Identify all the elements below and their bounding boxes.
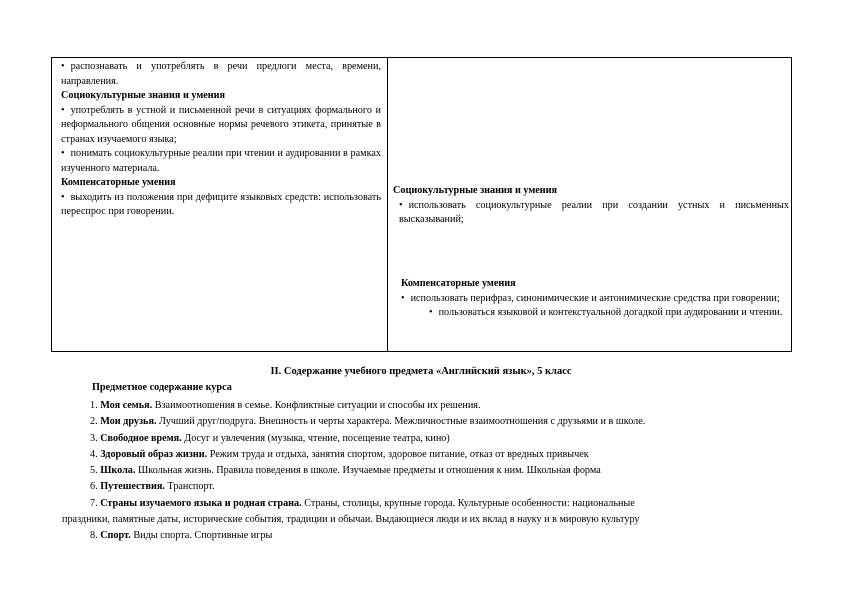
- right-sociocultural-block: [393, 184, 789, 228]
- topic-description: Транспорт.: [164, 481, 215, 493]
- topic-title: Школа.: [100, 465, 136, 477]
- topic-title: Свободное время.: [100, 432, 182, 444]
- right-compensatory-block: [401, 277, 789, 321]
- list-item: • понимать социокультурные реалии при чтении и аудировании в рамках изученного материала.: [61, 147, 381, 176]
- list-item: • использовать перифраз, синонимические и антонимические средства при говорении;: [401, 292, 789, 307]
- topic-description: праздники, памятные даты, исторические события, традиции и обычаи. Выдающиеся люди и их вклад в науку и в мировую культуру: [62, 514, 640, 526]
- line-number: 4.: [90, 448, 101, 460]
- content-line: [90, 463, 770, 479]
- list-item: • пользоваться языковой и контекстуальной догадкой при аудировании и чтении.: [401, 306, 789, 321]
- content-line: [90, 398, 770, 414]
- topic-title: Здоровый образ жизни.: [100, 448, 208, 460]
- list-item: • употреблять в устной и письменной речи в ситуациях формального и неформального общения основные нормы речевого этикета, принятые в странах изучаемого языка;: [61, 104, 381, 148]
- topic-title: Спорт.: [100, 530, 131, 542]
- topic-title: Страны изучаемого языка и родная страна.: [100, 497, 302, 509]
- compensatory-heading: Компенсаторные умения: [61, 177, 176, 188]
- skills-table: [51, 57, 792, 352]
- topic-title: Путешествия.: [100, 481, 165, 493]
- content-line: [90, 479, 770, 495]
- topic-description: Лучший друг/подруга. Внешность и черты характера. Межличностные взаимоотношения с друзьями и в школе.: [156, 416, 646, 428]
- line-number: 7.: [90, 497, 101, 509]
- topic-description: Режим труда и отдыха, занятия спортом, здоровое питание, отказ от вредных привычек: [207, 448, 589, 460]
- line-number: 2.: [90, 416, 101, 428]
- content-line: [62, 512, 770, 528]
- line-number: 5.: [90, 465, 101, 477]
- table-right-column: [393, 58, 789, 351]
- topic-description: Страны, столицы, крупные города. Культурные особенности: национальные: [301, 497, 635, 509]
- content-line: [90, 447, 770, 463]
- line-number: 6.: [90, 481, 101, 493]
- topic-description: Досуг и увлечения (музыка, чтение, посещение театра, кино): [181, 432, 450, 444]
- table-left-column: [61, 60, 381, 220]
- content-line: [90, 431, 770, 447]
- list-item: • распознавать и употреблять в речи предлоги места, времени, направления.: [61, 60, 381, 89]
- list-item: • выходить из положения при дефиците языковых средств: использовать переспрос при говорении.: [61, 191, 381, 220]
- section-subtitle: Предметное содержание курса: [92, 382, 232, 393]
- topic-description: Взаимоотношения в семье. Конфликтные ситуации и способы их решения.: [152, 400, 481, 411]
- sociocultural-heading: Социокультурные знания и умения: [393, 185, 558, 196]
- content-line: [90, 528, 770, 544]
- topic-title: Мои друзья.: [100, 416, 157, 428]
- topic-title: Моя семья.: [100, 400, 153, 411]
- topic-description: Виды спорта. Спортивные игры: [130, 530, 273, 542]
- course-content-list: [62, 398, 770, 545]
- line-number: 8.: [90, 530, 101, 542]
- table-column-divider: [387, 58, 388, 351]
- compensatory-heading: Компенсаторные умения: [401, 278, 516, 289]
- list-item: • использовать социокультурные реалии при создании устных и письменных высказываний;: [393, 199, 789, 228]
- sociocultural-heading: Социокультурные знания и умения: [61, 90, 226, 101]
- line-number: 1.: [90, 400, 101, 411]
- content-line: [90, 414, 770, 430]
- line-number: 3.: [90, 432, 101, 444]
- content-line: [90, 496, 770, 512]
- topic-description: Школьная жизнь. Правила поведения в школе. Изучаемые предметы и отношения к ним. Школьная форма: [135, 465, 601, 477]
- section-title: II. Содержание учебного предмета «Английский язык», 5 класс: [270, 366, 572, 377]
